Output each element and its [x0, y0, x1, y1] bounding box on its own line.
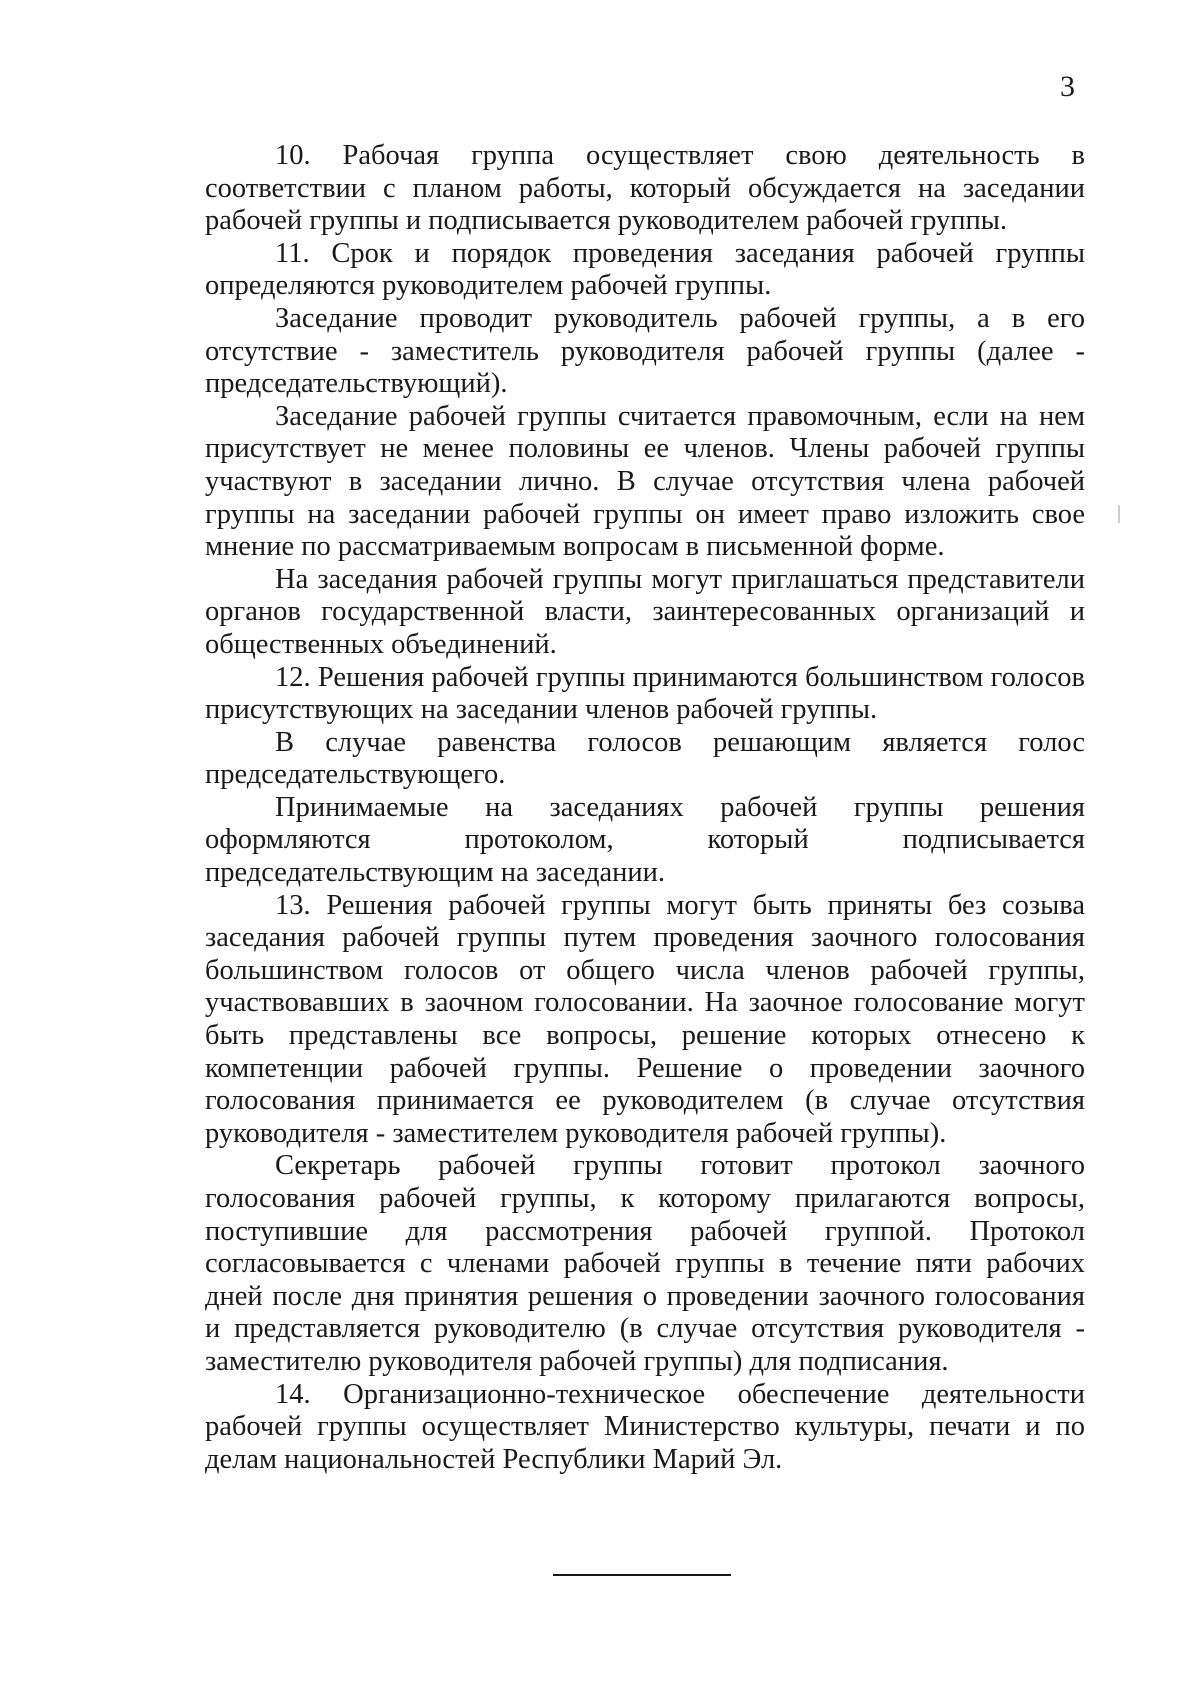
- paragraph-11: 11. Срок и порядок проведения заседания рабочей группы определяются руководителем рабочей группы.: [205, 237, 1085, 302]
- paragraph-12-tie-vote: В случае равенства голосов решающим является голос председательствующего.: [205, 726, 1085, 791]
- paragraph-12: 12. Решения рабочей группы принимаются большинством голосов присутствующих на заседании членов рабочей группы.: [205, 661, 1085, 726]
- paragraph-12-protocol: Принимаемые на заседаниях рабочей группы решения оформляются протоколом, который подписывается председательствующим на заседании.: [205, 791, 1085, 889]
- document-body: [205, 140, 1085, 1476]
- scan-artifact-mark: [1118, 505, 1120, 523]
- paragraph-14: 14. Организационно-техническое обеспечение деятельности рабочей группы осуществляет Министерство культуры, печати и по делам национальностей Республики Марий Эл.: [205, 1378, 1085, 1475]
- paragraph-10: 10. Рабочая группа осуществляет свою деятельность в соответствии с планом работы, который обсуждается на заседании рабочей группы и подписывается руководителем рабочей группы.: [205, 140, 1085, 237]
- page-number: 3: [1060, 70, 1075, 103]
- paragraph-11-chair: Заседание проводит руководитель рабочей группы, а в его отсутствие - заместитель руководителя рабочей группы (далее - председательствующий).: [205, 302, 1085, 400]
- paragraph-13-secretary: Секретарь рабочей группы готовит протокол заочного голосования рабочей группы, к которому прилагаются вопросы, поступившие для рассмотрения рабочей группой. Протокол согласовывается с членами рабочей группы в течение пяти рабочих дней после дня принятия решения о проведении заочного голосования и представляется руководителю (в случае отсутствия руководителя - заместителю руководителя рабочей группы) для подписания.: [205, 1150, 1085, 1377]
- paragraph-11-quorum: Заседание рабочей группы считается правомочным, если на нем присутствует не менее половины ее членов. Члены рабочей группы участвуют в заседании лично. В случае отсутствия члена рабочей группы на заседании рабочей группы он имеет право изложить свое мнение по рассматриваемым вопросам в письменной форме.: [205, 400, 1085, 563]
- paragraph-13: 13. Решения рабочей группы могут быть приняты без созыва заседания рабочей группы путем проведения заочного голосования большинством голосов от общего числа членов рабочей группы, участвовавших в заочном голосовании. На заочное голосование могут быть представлены все вопросы, решение которых отнесено к компетенции рабочей группы. Решение о проведении заочного голосования принимается ее руководителем (в случае отсутствия руководителя - заместителем руководителя рабочей группы).: [205, 889, 1085, 1149]
- end-of-document-rule: [553, 1574, 731, 1576]
- paragraph-11-invitees: На заседания рабочей группы могут приглашаться представители органов государственной власти, заинтересованных организаций и общественных объединений.: [205, 563, 1085, 660]
